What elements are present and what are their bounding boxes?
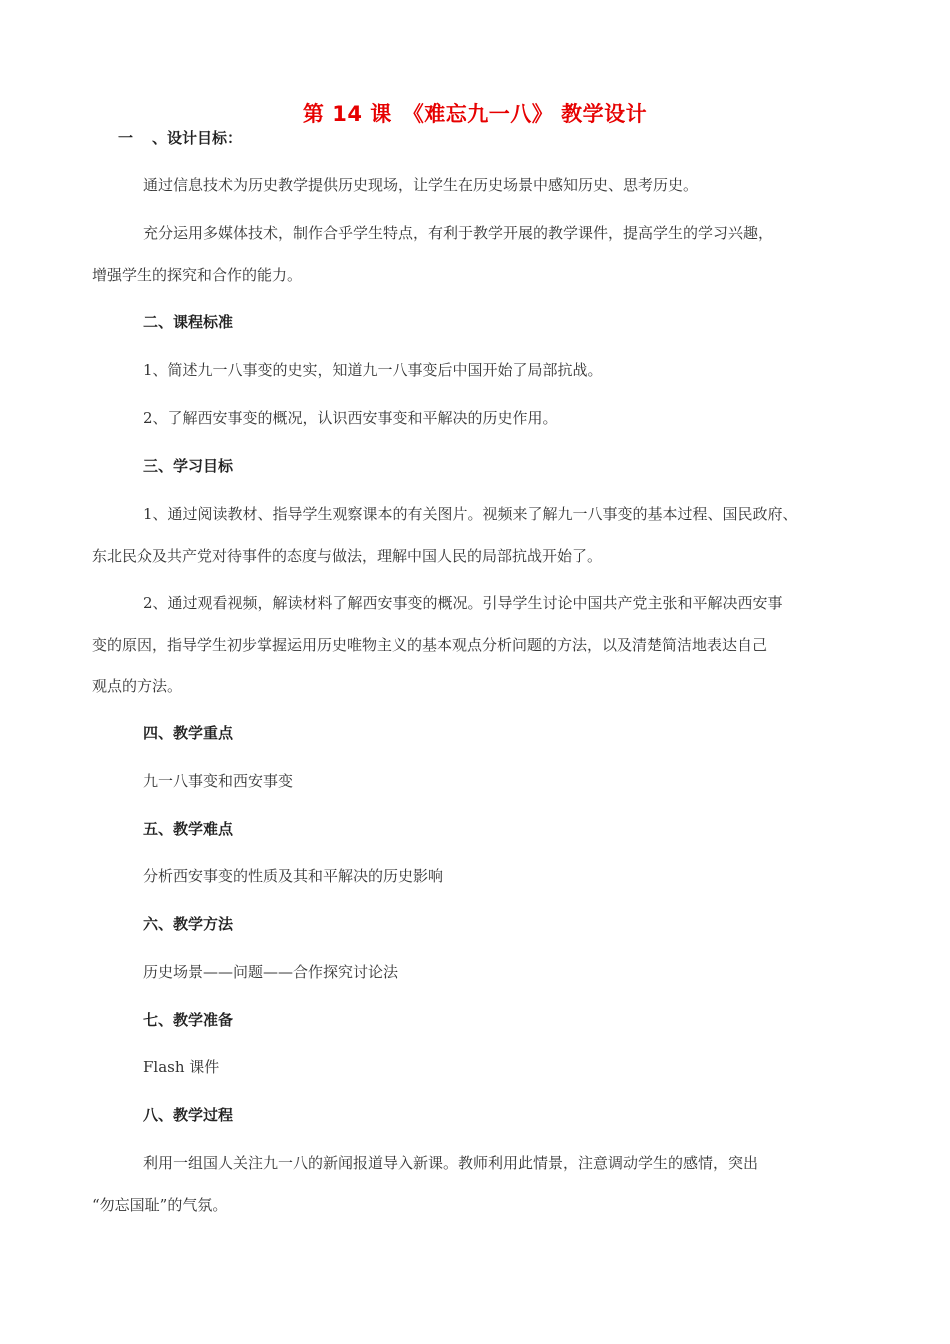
section-6-paragraph-1: 历史场景——问题——合作探究讨论法 <box>143 963 399 981</box>
section-3-paragraph-1-line-1: 1、通过阅读教材、指导学生观察课本的有关图片。视频来了解九一八事变的基本过程、国民政府、 <box>143 505 798 523</box>
section-3-heading: 三、学习目标 <box>143 457 234 475</box>
section-7-paragraph-1: Flash 课件 <box>143 1058 220 1076</box>
section-7-heading: 七、教学准备 <box>143 1011 234 1029</box>
section-3-paragraph-2-line-1: 2、通过观看视频，解读材料了解西安事变的概况。引导学生讨论中国共产党主张和平解决西安事 <box>143 594 783 612</box>
section-3-paragraph-2-line-2: 变的原因，指导学生初步掌握运用历史唯物主义的基本观点分析问题的方法，以及清楚简洁地表达自己 <box>92 636 768 654</box>
section-2-paragraph-2: 2、了解西安事变的概况，认识西安事变和平解决的历史作用。 <box>143 409 558 427</box>
section-1-paragraph-1: 通过信息技术为历史教学提供历史现场，让学生在历史场景中感知历史、思考历史。 <box>143 176 699 194</box>
section-8-paragraph-1-line-1: 利用一组国人关注九一八的新闻报道导入新课。教师利用此情景，注意调动学生的感情，突出 <box>143 1154 759 1172</box>
section-8-paragraph-1-line-2: “勿忘国耻”的气氛。 <box>92 1196 228 1214</box>
section-2-heading: 二、课程标准 <box>143 313 234 331</box>
document-title: 第 14 课 《难忘九一八》 教学设计 <box>302 102 648 126</box>
section-1-heading-text: 、设计目标： <box>152 129 243 147</box>
section-4-heading: 四、教学重点 <box>143 724 234 742</box>
section-1-heading-number: 一 <box>118 129 134 147</box>
section-3-paragraph-2-line-3: 观点的方法。 <box>92 677 183 695</box>
section-1-paragraph-2-line-2: 增强学生的探究和合作的能力。 <box>92 266 303 284</box>
section-5-heading: 五、教学难点 <box>143 820 234 838</box>
section-4-paragraph-1: 九一八事变和西安事变 <box>143 772 294 790</box>
section-3-paragraph-1-line-2: 东北民众及共产党对待事件的态度与做法，理解中国人民的局部抗战开始了。 <box>92 547 603 565</box>
section-2-paragraph-1: 1、简述九一八事变的史实，知道九一八事变后中国开始了局部抗战。 <box>143 361 603 379</box>
section-1-paragraph-2-line-1: 充分运用多媒体技术，制作合乎学生特点，有利于教学开展的教学课件，提高学生的学习兴趣， <box>143 224 774 242</box>
section-5-paragraph-1: 分析西安事变的性质及其和平解决的历史影响 <box>143 867 444 885</box>
section-6-heading: 六、教学方法 <box>143 915 234 933</box>
section-8-heading: 八、教学过程 <box>143 1106 234 1124</box>
